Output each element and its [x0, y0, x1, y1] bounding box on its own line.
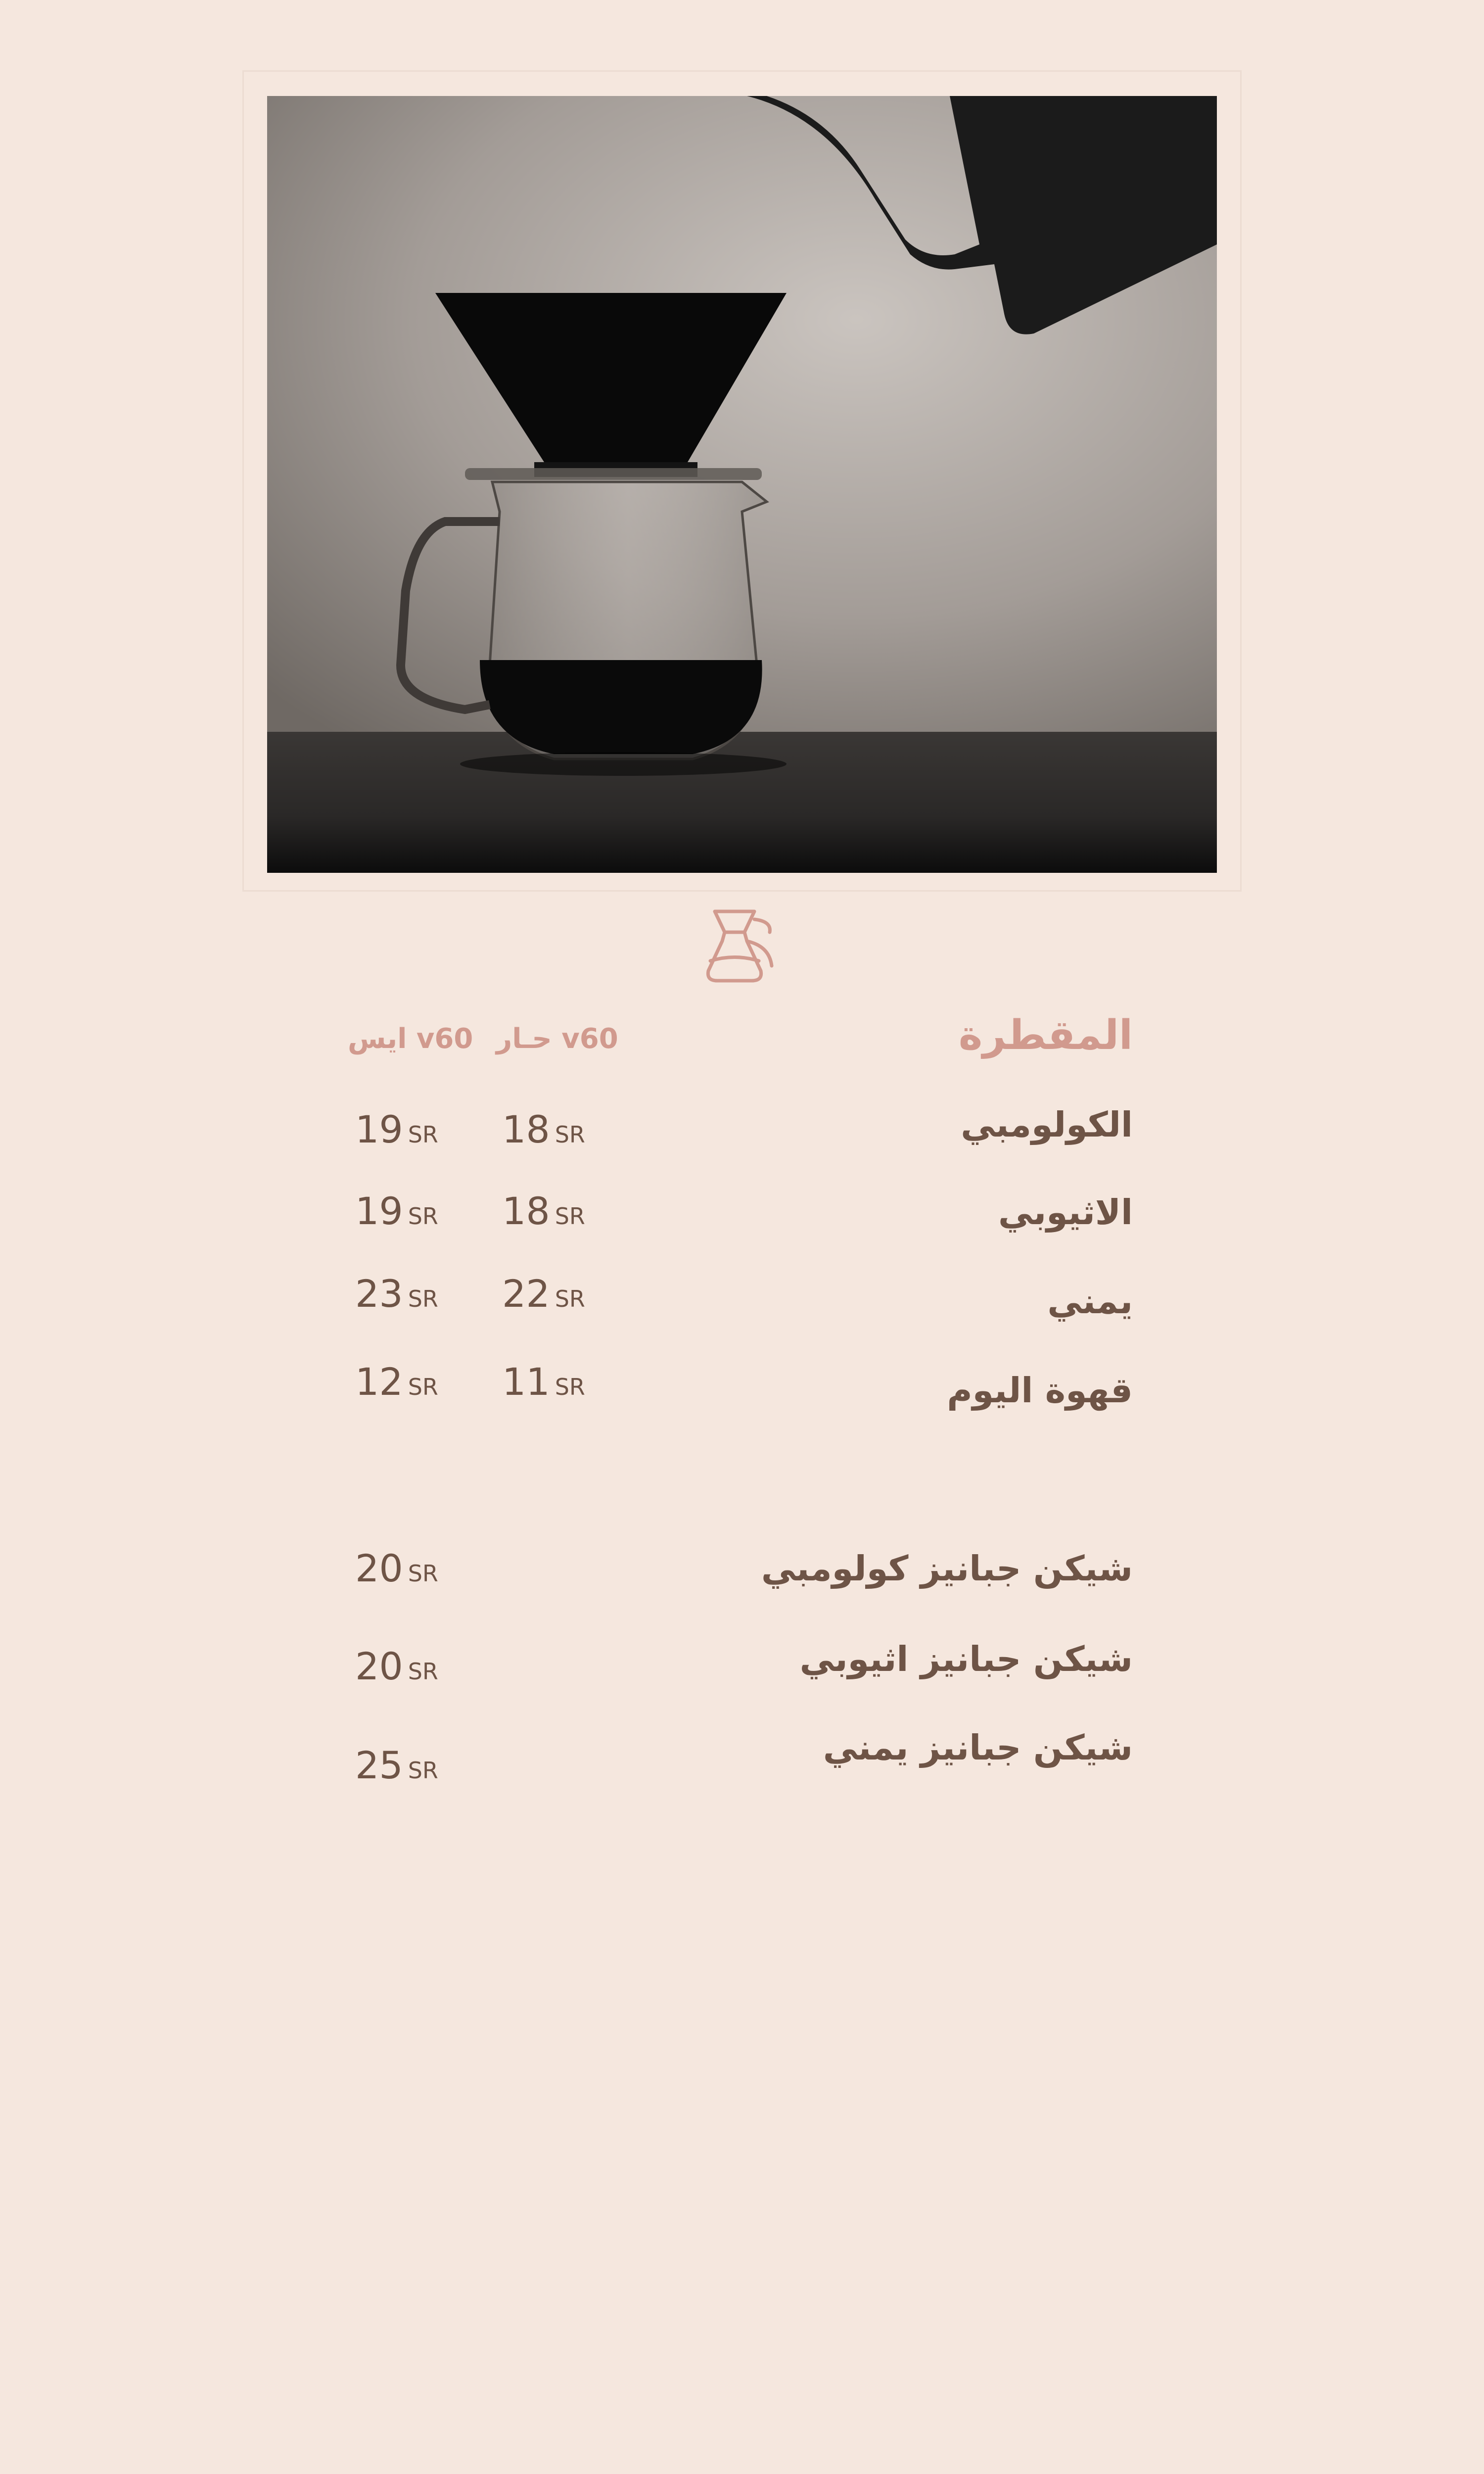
price-iced-colombian: 19 SR	[355, 1107, 438, 1151]
pour-over-photo	[267, 96, 1217, 873]
menu-item-shaken-yemeni: شيكن جبانيز يمني	[823, 1727, 1133, 1768]
pour-over-coffee-icon	[702, 906, 777, 986]
price-hot-yemeni: 22 SR	[502, 1272, 585, 1316]
price-shaken-ethiopian: 20 SR	[355, 1644, 438, 1688]
menu-item-colombian: الكولومبي	[961, 1104, 1133, 1145]
column-header-hot: v60 حـار	[496, 1023, 618, 1055]
column-header-iced: v60 ايس	[348, 1023, 473, 1055]
price-iced-coffee-of-the-day: 12 SR	[355, 1360, 438, 1404]
price-shaken-colombian: 20 SR	[355, 1546, 438, 1590]
menu-item-coffee-of-the-day: قهوة اليوم	[947, 1370, 1133, 1411]
menu-item-ethiopian: الاثيوبي	[998, 1192, 1133, 1233]
menu-item-yemeni: يمني	[1047, 1281, 1133, 1322]
price-hot-ethiopian: 18 SR	[502, 1189, 585, 1233]
price-hot-coffee-of-the-day: 11 SR	[502, 1360, 585, 1404]
price-shaken-yemeni: 25 SR	[355, 1743, 438, 1787]
menu-item-shaken-ethiopian: شيكن جبانيز اثيوبي	[799, 1639, 1133, 1679]
section-title: المقطرة	[958, 1012, 1133, 1059]
price-hot-colombian: 18 SR	[502, 1107, 585, 1151]
menu-item-shaken-colombian: شيكن جبانيز كولومبي	[761, 1548, 1133, 1589]
price-iced-ethiopian: 19 SR	[355, 1189, 438, 1233]
price-iced-yemeni: 23 SR	[355, 1272, 438, 1316]
